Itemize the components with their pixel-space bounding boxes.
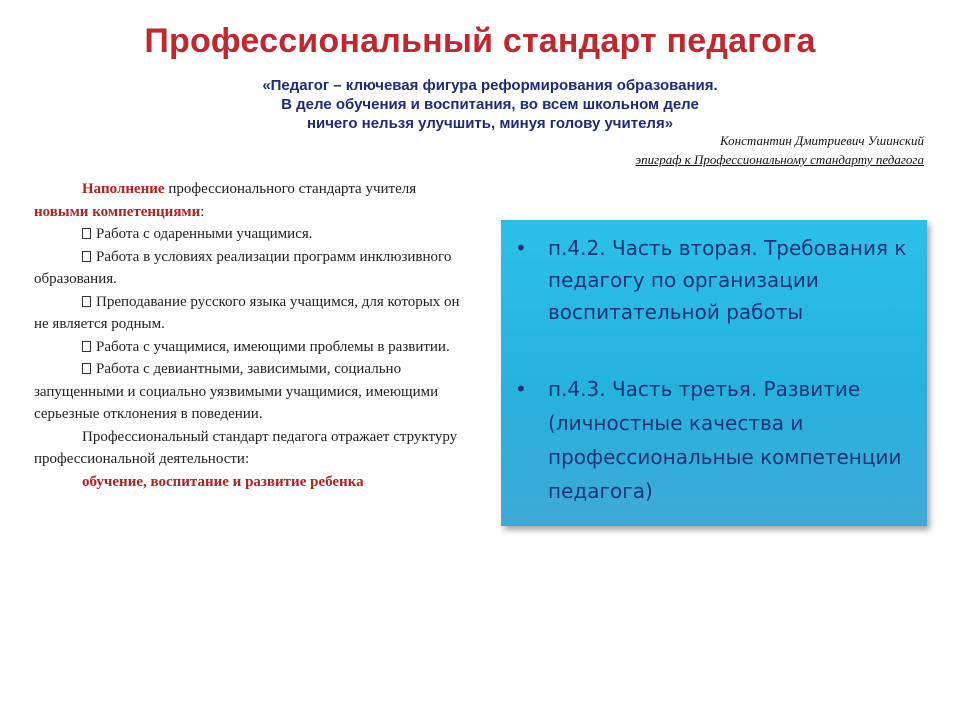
competencies-intro bbox=[34, 178, 464, 223]
section-item-text: п.4.3. Часть третья. Развитие (личностные качества и профессиональные компетенции педагога) bbox=[548, 377, 902, 503]
competency-item-text: Работа с девиантными, зависимыми, социально запущенными и социально уязвимыми учащимися, имеющими серьезные отклонения в поведении. bbox=[34, 361, 439, 422]
section-item-text: п.4.2. Часть вторая. Требования к педагогу по организации воспитательной работы bbox=[548, 236, 907, 324]
checkbox-square-icon bbox=[82, 296, 91, 307]
checkbox-square-icon bbox=[82, 228, 91, 239]
competencies-text bbox=[34, 178, 464, 493]
competency-item-text: Преподавание русского языка учащимся, для которых он не является родным. bbox=[34, 293, 460, 332]
section-item-4-3 bbox=[515, 372, 915, 508]
epigraph-attribution bbox=[635, 131, 924, 169]
competency-item-text: Работа с учащимися, имеющими проблемы в развитии. bbox=[96, 338, 450, 355]
page-title: Профессиональный стандарт педагога bbox=[144, 22, 816, 60]
standard-sections-panel bbox=[501, 220, 927, 526]
epigraph-line: В деле обучения и воспитания, во всем школьном деле bbox=[281, 96, 699, 113]
bullet-icon: • bbox=[515, 377, 527, 401]
intro-colon: : bbox=[200, 203, 205, 220]
competency-item-text: Работа в условиях реализации программ инклюзивного образования. bbox=[34, 248, 452, 287]
checkbox-square-icon bbox=[82, 363, 91, 374]
competency-item-text: Работа с одаренными учащимися. bbox=[96, 226, 313, 242]
structure-summary: Профессиональный стандарт педагога отражает структуру профессиональной деятельности: bbox=[34, 428, 458, 467]
competency-item bbox=[34, 336, 464, 359]
competency-item bbox=[34, 246, 464, 291]
competency-item bbox=[34, 291, 464, 336]
epigraph-source: эпиграф к Профессиональному стандарту педагога bbox=[635, 152, 924, 167]
epigraph-author: Константин Дмитриевич Ушинский bbox=[720, 133, 924, 148]
checkbox-square-icon bbox=[82, 251, 91, 262]
competency-item bbox=[34, 223, 464, 246]
competency-item bbox=[34, 358, 464, 426]
section-item-4-2 bbox=[515, 232, 915, 328]
epigraph-quote bbox=[240, 76, 740, 133]
intro-highlight: Наполнение bbox=[82, 181, 165, 197]
intro-text: профессионального стандарта учителя bbox=[164, 181, 417, 197]
intro-highlight-competencies: новыми компетенциями bbox=[34, 203, 201, 220]
epigraph-line: «Педагог – ключевая фигура реформирования образования. bbox=[262, 77, 718, 94]
bullet-icon: • bbox=[515, 236, 527, 260]
checkbox-square-icon bbox=[82, 341, 91, 352]
structure-conclusion: обучение, воспитание и развитие ребенка bbox=[82, 473, 364, 490]
epigraph-line: ничего нельзя улучшить, минуя голову учителя» bbox=[306, 115, 674, 132]
